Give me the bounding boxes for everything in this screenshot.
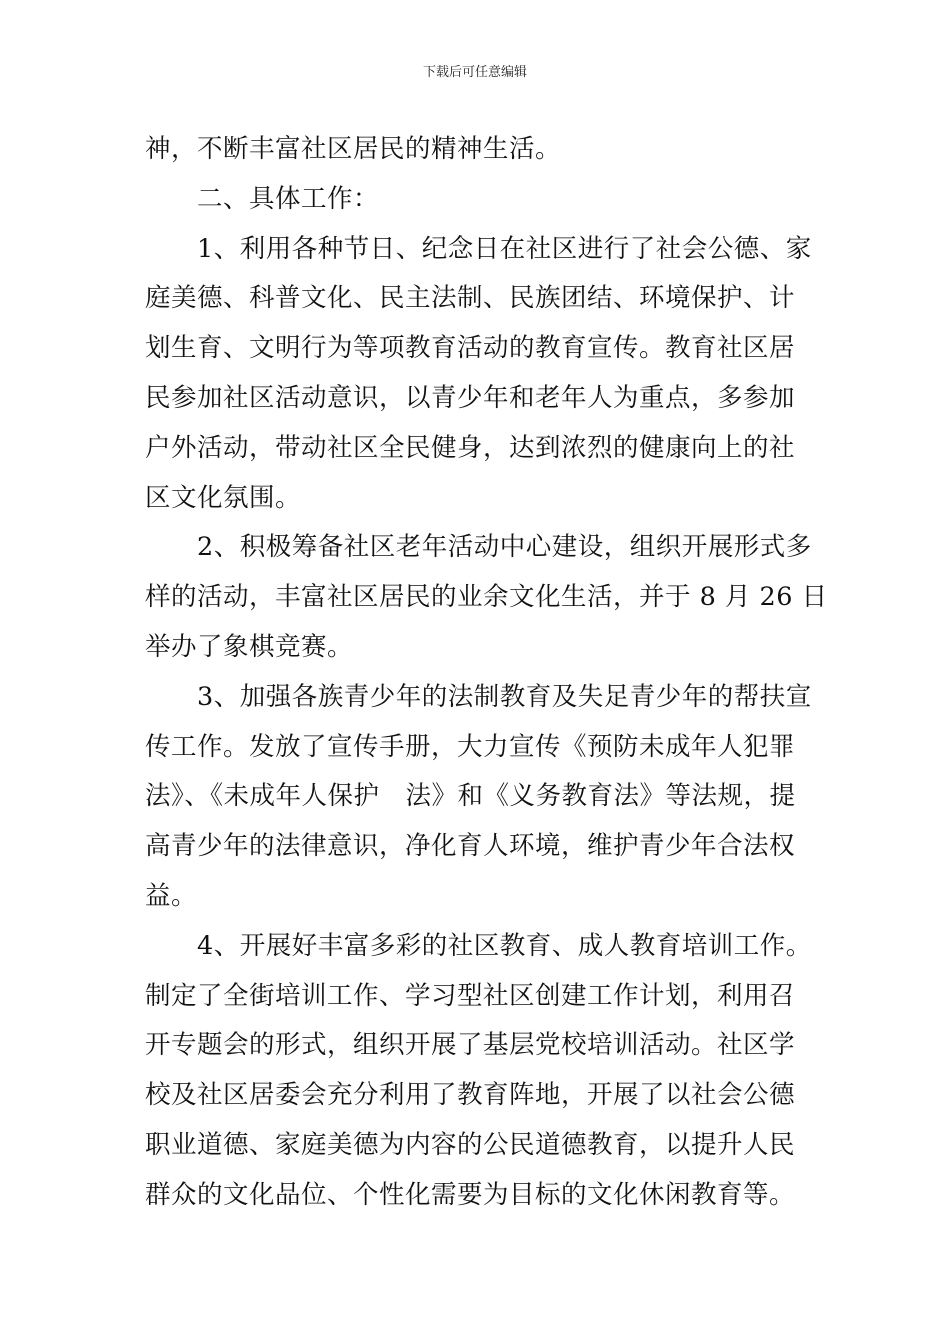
document-body [145,125,828,1221]
text-line: 群众的文化品位、个性化需要为目标的文化休闲教育等。 [145,1179,796,1210]
text-line: 4、开展好丰富多彩的社区教育、成人教育培训工作。 [197,930,812,961]
text-line: 举办了象棋竞赛。 [145,631,354,662]
text-line: 职业道德、家庭美德为内容的公民道德教育，以提升人民 [145,1129,796,1160]
text-line: 高青少年的法律意识，净化育人环境，维护青少年合法权 [145,831,796,862]
page-header: 下载后可任意编辑 [422,65,527,80]
text-line: 3、加强各族青少年的法制教育及失足青少年的帮扶宣 [197,681,812,712]
section-heading: 二、具体工作： [197,183,380,214]
text-line: 校及社区居委会充分利用了教育阵地，开展了以社会公德 [145,1080,796,1111]
text-line: 益。 [145,880,198,911]
text-line: 传工作。发放了宣传手册，大力宣传《预防未成年人犯罪 [145,731,796,762]
text-line: 样的活动，丰富社区居民的业余文化生活，并于 8 月 26 日 [145,582,828,613]
text-line: 法》、《未成年人保护 法》和《义务教育法》等法规，提 [145,781,796,812]
text-line: 户外活动，带动社区全民健身，达到浓烈的健康向上的社 [145,432,796,463]
text-line: 开专题会的形式，组织开展了基层党校培训活动。社区学 [145,1030,796,1061]
text-line: 神，不断丰富社区居民的精神生活。 [145,134,562,164]
text-line: 区文化氛围。 [145,482,302,513]
text-line: 1、利用各种节日、纪念日在社区进行了社会公德、家 [197,233,812,264]
text-line: 划生育、文明行为等项教育活动的教育宣传。教育社区居 [145,333,796,364]
text-line: 2、积极筹备社区老年活动中心建设，组织开展形式多 [197,532,812,563]
text-line: 制定了全街培训工作、学习型社区创建工作计划，利用召 [145,980,796,1011]
text-line: 民参加社区活动意识，以青少年和老年人为重点，多参加 [145,382,796,413]
text-line: 庭美德、科普文化、民主法制、民族团结、环境保护、计 [145,283,796,314]
